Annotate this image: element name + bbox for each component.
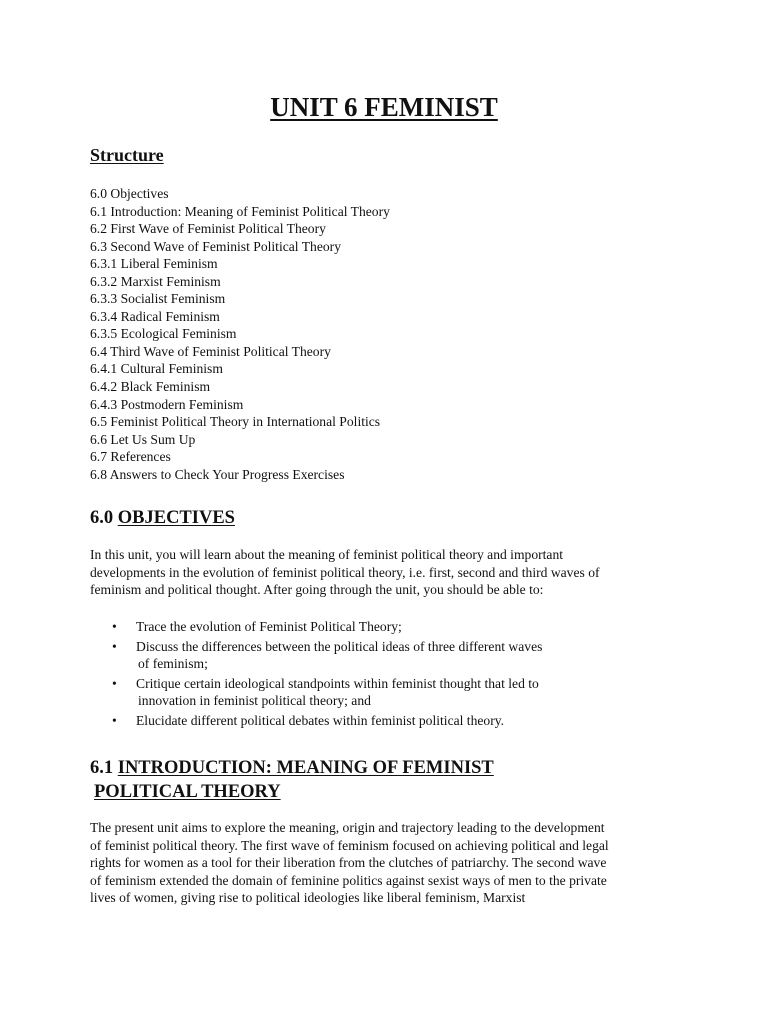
structure-item: 6.7 References xyxy=(90,449,171,465)
unit-title: UNIT 6 FEMINIST xyxy=(270,92,498,122)
bullet-icon: • xyxy=(112,712,117,728)
bullet-icon: • xyxy=(112,619,117,634)
structure-item: 6.3 Second Wave of Feminist Political Theory xyxy=(90,238,341,254)
objective-item: • Critique certain ideological standpoints within feminist thought that led to innovation in feminist political theory; and xyxy=(112,675,539,709)
structure-item: 6.3.5 Ecological Feminism xyxy=(90,326,237,342)
objectives-list xyxy=(90,618,610,732)
section-title-continued: POLITICAL THEORY xyxy=(94,782,281,802)
structure-item: 6.4 Third Wave of Feminist Political Theory xyxy=(90,343,331,359)
objective-item: • Elucidate different political debates within feminist political theory. xyxy=(112,712,505,728)
structure-item: 6.4.3 Postmodern Feminism xyxy=(90,396,244,412)
structure-item: 6.5 Feminist Political Theory in International Politics xyxy=(90,414,381,430)
section-title: OBJECTIVES xyxy=(117,508,235,528)
objective-item: • Discuss the differences between the political ideas of three different waves of feminism; xyxy=(112,638,543,672)
structure-item: 6.3.1 Liberal Feminism xyxy=(90,256,218,272)
bullet-icon: • xyxy=(112,675,117,691)
structure-item: 6.3.4 Radical Feminism xyxy=(90,308,220,324)
structure-item: 6.8 Answers to Check Your Progress Exercises xyxy=(90,466,345,482)
structure-item: 6.1 Introduction: Meaning of Feminist Political Theory xyxy=(90,203,390,219)
bullet-icon: • xyxy=(112,638,117,654)
section-title: INTRODUCTION: MEANING OF FEMINIST xyxy=(117,758,494,778)
structure-item: 6.3.2 Marxist Feminism xyxy=(90,273,221,289)
section-number: 6.0 xyxy=(90,508,114,528)
structure-list xyxy=(90,185,390,483)
introduction-heading xyxy=(90,756,494,804)
section-number: 6.1 xyxy=(90,758,114,778)
objectives-intro: In this unit, you will learn about the meaning of feminist political theory and important developments in the evolution of feminist political theory, i.e. first, second and third waves of feminism and political thought. After going through the unit, you should be able to: xyxy=(90,547,600,598)
structure-item: 6.2 First Wave of Feminist Political Theory xyxy=(90,221,326,237)
introduction-text: The present unit aims to explore the meaning, origin and trajectory leading to the development of feminist political theory. The first wave of feminism focused on achieving political and legal rights for women as a tool for their liberation from the clutches of patriarchy. The second wave of feminism extended the domain of feminine politics against sexist ways of men to the private lives of women, giving rise to political ideologies like liberal feminism, Marxist xyxy=(90,820,609,906)
structure-heading: Structure xyxy=(90,145,164,165)
structure-item: 6.4.1 Cultural Feminism xyxy=(90,361,223,377)
structure-item: 6.4.2 Black Feminism xyxy=(90,379,211,395)
structure-item: 6.0 Objectives xyxy=(90,186,169,201)
structure-item: 6.6 Let Us Sum Up xyxy=(90,431,196,447)
structure-item: 6.3.3 Socialist Feminism xyxy=(90,291,226,307)
objectives-heading xyxy=(90,508,235,529)
objective-item: • Trace the evolution of Feminist Political Theory; xyxy=(112,619,402,634)
